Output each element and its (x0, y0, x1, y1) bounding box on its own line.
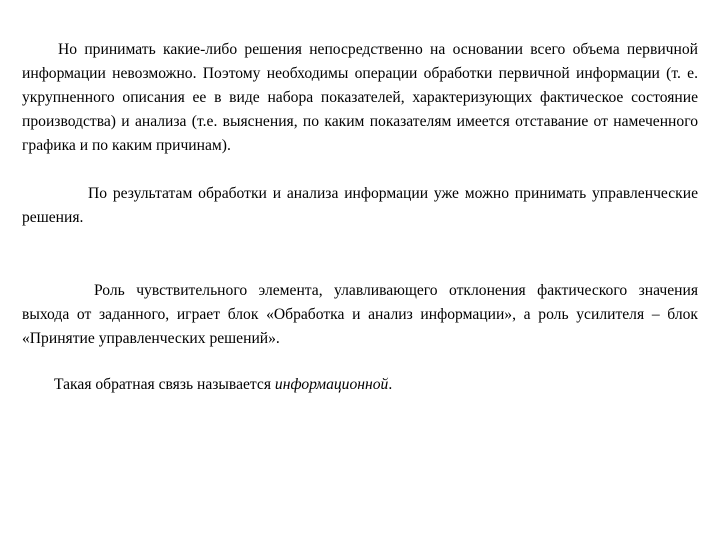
paragraph-management-decisions: По результатам обработки и анализа информации уже можно принимать управленческие решения. (22, 185, 698, 226)
paragraph-feedback-type (22, 373, 698, 397)
feedback-sentence-end: . (388, 376, 393, 393)
feedback-type-term: информационной (274, 376, 389, 393)
paragraph-sensitive-element: Роль чувствительного элемента, улавливающего отклонения фактического значения выхода от заданного, играет блок «Обработка и анализ информации», а роль усилителя – блок «Принятие управленческих решений». (22, 282, 698, 347)
paragraph-primary-information: Но принимать какие-либо решения непосредственно на основании всего объема первичной информации невозможно. Поэтому необходимы операции обработки первичной информации (т. е. укрупненного описания ее в виде набора показателей, характеризующих фактическое состояние производства) и анализа (т.е. выяснения, по каким показателям имеется отставание от намеченного графика и по каким причинам). (22, 41, 698, 154)
document-body (22, 38, 698, 397)
feedback-sentence-text: Такая обратная связь называется (54, 376, 275, 393)
